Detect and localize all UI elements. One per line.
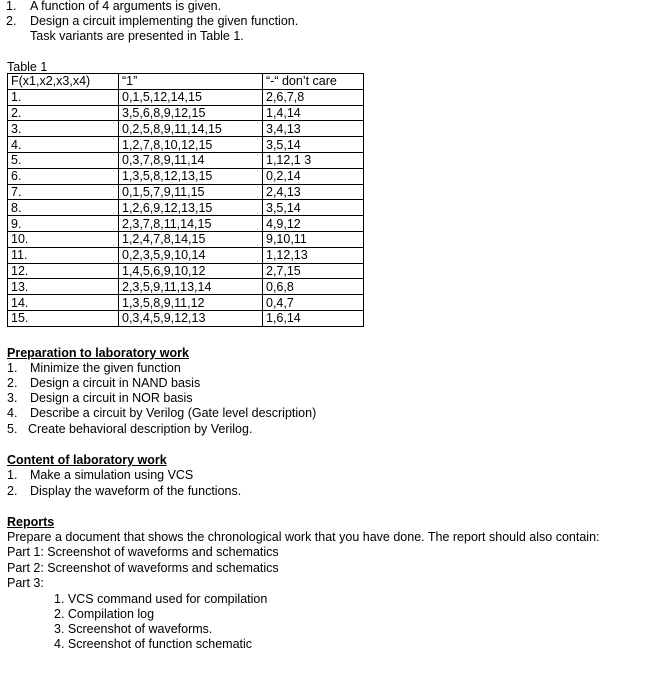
dont-care-minterms: 1,6,14 — [263, 310, 364, 326]
preparation-item-text: Design a circuit in NAND basis — [30, 376, 201, 390]
dont-care-minterms: 2,6,7,8 — [263, 89, 364, 105]
part3-item: 1. VCS command used for compilation — [54, 592, 268, 606]
reports-line: Prepare a document that shows the chronological work that you have done. The report should also contain: — [7, 530, 600, 544]
part3-item: 4. Screenshot of function schematic — [54, 637, 253, 651]
ones-minterms: 2,3,5,9,11,13,14 — [119, 279, 263, 295]
dont-care-minterms: 9,10,11 — [263, 231, 364, 247]
dont-care-minterms: 2,7,15 — [263, 263, 364, 279]
table-row — [8, 231, 364, 247]
ones-minterms: 1,2,7,8,10,12,15 — [119, 137, 263, 153]
ones-minterms: 0,1,5,7,9,11,15 — [119, 184, 263, 200]
dont-care-minterms: 1,12,1 3 — [263, 152, 364, 168]
variant-number: 8. — [8, 200, 119, 216]
table-row — [8, 89, 364, 105]
variant-number: 5. — [8, 152, 119, 168]
table-row — [8, 184, 364, 200]
table-row — [8, 105, 364, 121]
variant-number: 11. — [8, 247, 119, 263]
content-item-text: Make a simulation using VCS — [30, 468, 194, 482]
dont-care-minterms: 4,9,12 — [263, 216, 364, 232]
preparation-item — [7, 361, 181, 375]
ones-minterms: 3,5,6,8,9,12,15 — [119, 105, 263, 121]
reports-line: Part 2: Screenshot of waveforms and schematics — [7, 561, 279, 575]
dont-care-minterms: 3,4,13 — [263, 121, 364, 137]
variant-number: 15. — [8, 310, 119, 326]
dont-care-minterms: 0,6,8 — [263, 279, 364, 295]
intro-item — [6, 14, 299, 28]
dont-care-minterms: 0,4,7 — [263, 295, 364, 311]
header-dont-care: “-“ don’t care — [263, 74, 364, 90]
variants-table — [7, 73, 364, 327]
preparation-heading: Preparation to laboratory work — [7, 346, 189, 360]
ones-minterms: 0,1,5,12,14,15 — [119, 89, 263, 105]
ones-minterms: 1,3,5,8,12,13,15 — [119, 168, 263, 184]
dont-care-minterms: 1,12,13 — [263, 247, 364, 263]
reports-heading: Reports — [7, 515, 55, 529]
ones-minterms: 1,3,5,8,9,11,12 — [119, 295, 263, 311]
preparation-item-text: Minimize the given function — [30, 361, 181, 375]
part3-item: 3. Screenshot of waveforms. — [54, 622, 213, 636]
table-row — [8, 168, 364, 184]
ones-minterms: 0,2,5,8,9,11,14,15 — [119, 121, 263, 137]
preparation-item-number: 1. — [7, 361, 18, 375]
variant-number: 9. — [8, 216, 119, 232]
table-row — [8, 200, 364, 216]
preparation-item-text: Design a circuit in NOR basis — [30, 391, 193, 405]
ones-minterms: 0,3,7,8,9,11,14 — [119, 152, 263, 168]
intro-item-number: 1. — [6, 0, 17, 13]
table-row — [8, 216, 364, 232]
preparation-item-number: 5. — [7, 422, 18, 436]
header-function: F(x1,x2,x3,x4) — [8, 74, 119, 90]
preparation-item — [7, 376, 201, 390]
table-row — [8, 137, 364, 153]
ones-minterms: 1,4,5,6,9,10,12 — [119, 263, 263, 279]
dont-care-minterms: 3,5,14 — [263, 137, 364, 153]
part3-item: 2. Compilation log — [54, 607, 155, 621]
variant-number: 2. — [8, 105, 119, 121]
intro-item-number: 2. — [6, 14, 17, 28]
variant-number: 4. — [8, 137, 119, 153]
content-item — [7, 484, 242, 498]
preparation-item-text: Describe a circuit by Verilog (Gate level description) — [30, 406, 317, 420]
variant-number: 14. — [8, 295, 119, 311]
content-item-number: 1. — [7, 468, 18, 482]
ones-minterms: 2,3,7,8,11,14,15 — [119, 216, 263, 232]
table-row — [8, 310, 364, 326]
variant-number: 1. — [8, 89, 119, 105]
table-row — [8, 247, 364, 263]
dont-care-minterms: 2,4,13 — [263, 184, 364, 200]
preparation-item — [7, 406, 317, 420]
variant-number: 10. — [8, 231, 119, 247]
content-item-text: Display the waveform of the functions. — [30, 484, 242, 498]
content-item-number: 2. — [7, 484, 18, 498]
preparation-item-number: 2. — [7, 376, 18, 390]
preparation-item-number: 3. — [7, 391, 18, 405]
ones-minterms: 0,2,3,5,9,10,14 — [119, 247, 263, 263]
header-ones: “1” — [119, 74, 263, 90]
variant-number: 6. — [8, 168, 119, 184]
content-item — [7, 468, 194, 482]
reports-line: Part 1: Screenshot of waveforms and schematics — [7, 545, 279, 559]
dont-care-minterms: 1,4,14 — [263, 105, 364, 121]
table-row — [8, 279, 364, 295]
intro-note: Task variants are presented in Table 1. — [30, 29, 244, 43]
table-header-row — [8, 74, 364, 90]
table-caption: Table 1 — [7, 60, 48, 74]
intro-item — [6, 0, 222, 13]
preparation-item — [7, 422, 253, 436]
ones-minterms: 0,3,4,5,9,12,13 — [119, 310, 263, 326]
dont-care-minterms: 0,2,14 — [263, 168, 364, 184]
ones-minterms: 1,2,4,7,8,14,15 — [119, 231, 263, 247]
intro-item-text: Design a circuit implementing the given function. — [30, 14, 299, 28]
variant-number: 3. — [8, 121, 119, 137]
variant-number: 13. — [8, 279, 119, 295]
dont-care-minterms: 3,5,14 — [263, 200, 364, 216]
preparation-item — [7, 391, 193, 405]
preparation-item-text: Create behavioral description by Verilog. — [28, 422, 253, 436]
table-row — [8, 152, 364, 168]
variant-number: 12. — [8, 263, 119, 279]
reports-line: Part 3: — [7, 576, 44, 590]
table-row — [8, 121, 364, 137]
table-row — [8, 295, 364, 311]
variant-number: 7. — [8, 184, 119, 200]
preparation-item-number: 4. — [7, 406, 18, 420]
content-heading: Content of laboratory work — [7, 453, 167, 467]
ones-minterms: 1,2,6,9,12,13,15 — [119, 200, 263, 216]
intro-item-text: A function of 4 arguments is given. — [30, 0, 222, 13]
table-row — [8, 263, 364, 279]
